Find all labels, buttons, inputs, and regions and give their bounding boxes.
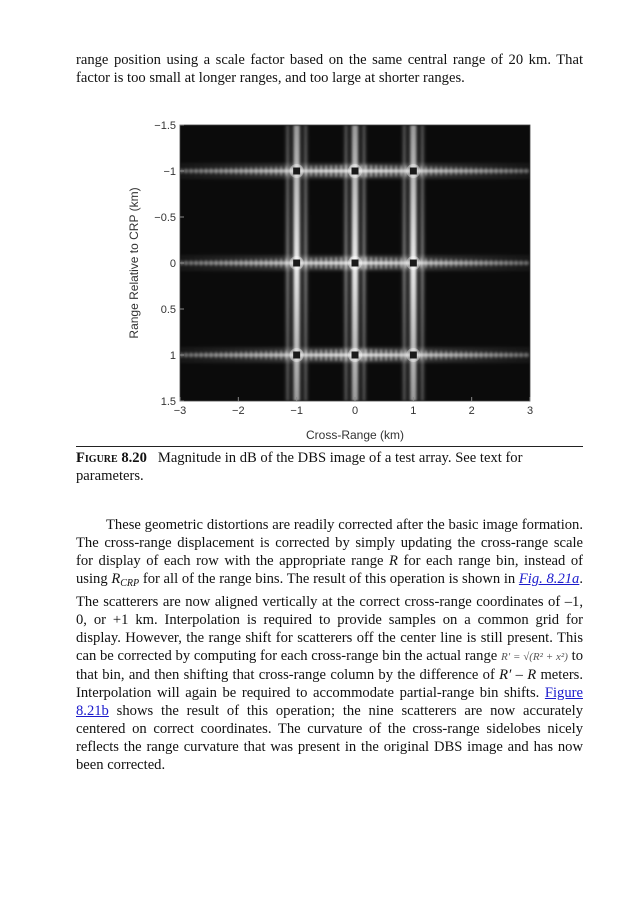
body-text-5: to that bin, and then shifting that cross-range column by the difference of	[76, 648, 583, 683]
y-tick-label: −1.5	[154, 120, 176, 132]
x-tick-label: −3	[173, 405, 187, 417]
cross-range-sidelobe-line	[363, 125, 365, 401]
y-tick-label: 0	[169, 258, 176, 270]
x-tick-label: −2	[232, 405, 245, 417]
top-paragraph: range position using a scale factor based on the same central range of 20 km. That factor is too small at longer ranges, and too large at shorter ranges.	[76, 52, 583, 86]
scatterer-point	[293, 260, 300, 267]
range-difference: R′ – R	[499, 667, 537, 683]
body-text-4: . The scatterers are now aligned vertically at the correct cross-range coordinates of –1, 0, or +1 km. Interpolation is required to provide samples on a common grid for display. However, the range shift for scatterers off the center line is still present. This can be corrected by computing for each cross-range bin the actual range	[76, 571, 583, 664]
cross-range-sidelobe-line	[287, 125, 289, 401]
y-tick-label: 0.5	[160, 304, 176, 316]
y-tick-label: 1	[169, 350, 176, 362]
scatterer-point	[410, 168, 417, 175]
x-tick-label: 0	[351, 405, 359, 417]
body-text-1: These geometric distortions are readily corrected after the basic image formation. The cross-range displacement is corrected by simply updating the cross-range scale for display of each row with the appropriate range	[76, 517, 583, 569]
cross-range-sidelobe-line	[305, 125, 307, 401]
x-tick-label: 2	[468, 405, 475, 417]
body-text-3: for all of the range bins. The result of this operation is shown in	[139, 571, 519, 587]
range-formula: R′ = √(R² + x²)	[500, 651, 568, 663]
y-tick-label: 1.5	[160, 396, 176, 408]
figure-8-20	[120, 115, 545, 445]
scatterer-point	[410, 352, 417, 359]
body-text-2: for each range bin, instead of using	[76, 553, 583, 587]
var-r: R	[389, 553, 398, 569]
fig-8-21b-link[interactable]: Figure 8.21b	[76, 685, 583, 719]
scatterer-point	[293, 352, 300, 359]
caption-text: Magnitude in dB of the DBS image of a test array. See text for parameters.	[76, 450, 523, 484]
body-text-6: meters. Interpolation will again be required to accommodate partial-range bin shifts.	[76, 667, 584, 701]
dbs-image-chart	[120, 115, 545, 445]
var-rcrp: R	[111, 571, 121, 587]
x-tick-label: 3	[526, 405, 534, 417]
figure-caption	[76, 449, 583, 485]
scatterer-point	[352, 352, 359, 359]
x-axis-label: Cross-Range (km)	[305, 428, 405, 442]
scatterer-point	[410, 260, 417, 267]
body-paragraph	[76, 516, 583, 774]
caption-rule	[76, 446, 583, 447]
body-text-7: shows the result of this operation; the nine scatterers are now accurately centered on correct coordinates. The curvature of the cross-range sidelobes nicely reflects the range curvature that was present in the original DBS image and has now been corrected.	[76, 703, 583, 773]
scatterer-point	[352, 260, 359, 267]
y-tick-label: −1	[163, 166, 176, 178]
caption-label: Figure 8.20	[76, 450, 147, 466]
cross-range-sidelobe-line	[403, 125, 405, 401]
fig-8-21a-link[interactable]: Fig. 8.21a	[518, 571, 580, 587]
x-tick-label: 1	[410, 405, 417, 417]
x-tick-label: −1	[290, 405, 303, 417]
scatterer-point	[352, 168, 359, 175]
cross-range-sidelobe-line	[345, 125, 347, 401]
scatterer-point	[293, 168, 300, 175]
y-axis-label: Range Relative to CRP (km)	[127, 187, 141, 339]
cross-range-sidelobe-line	[421, 125, 423, 401]
var-rcrp-subscript: CRP	[120, 578, 140, 589]
y-tick-label: −0.5	[154, 212, 176, 224]
